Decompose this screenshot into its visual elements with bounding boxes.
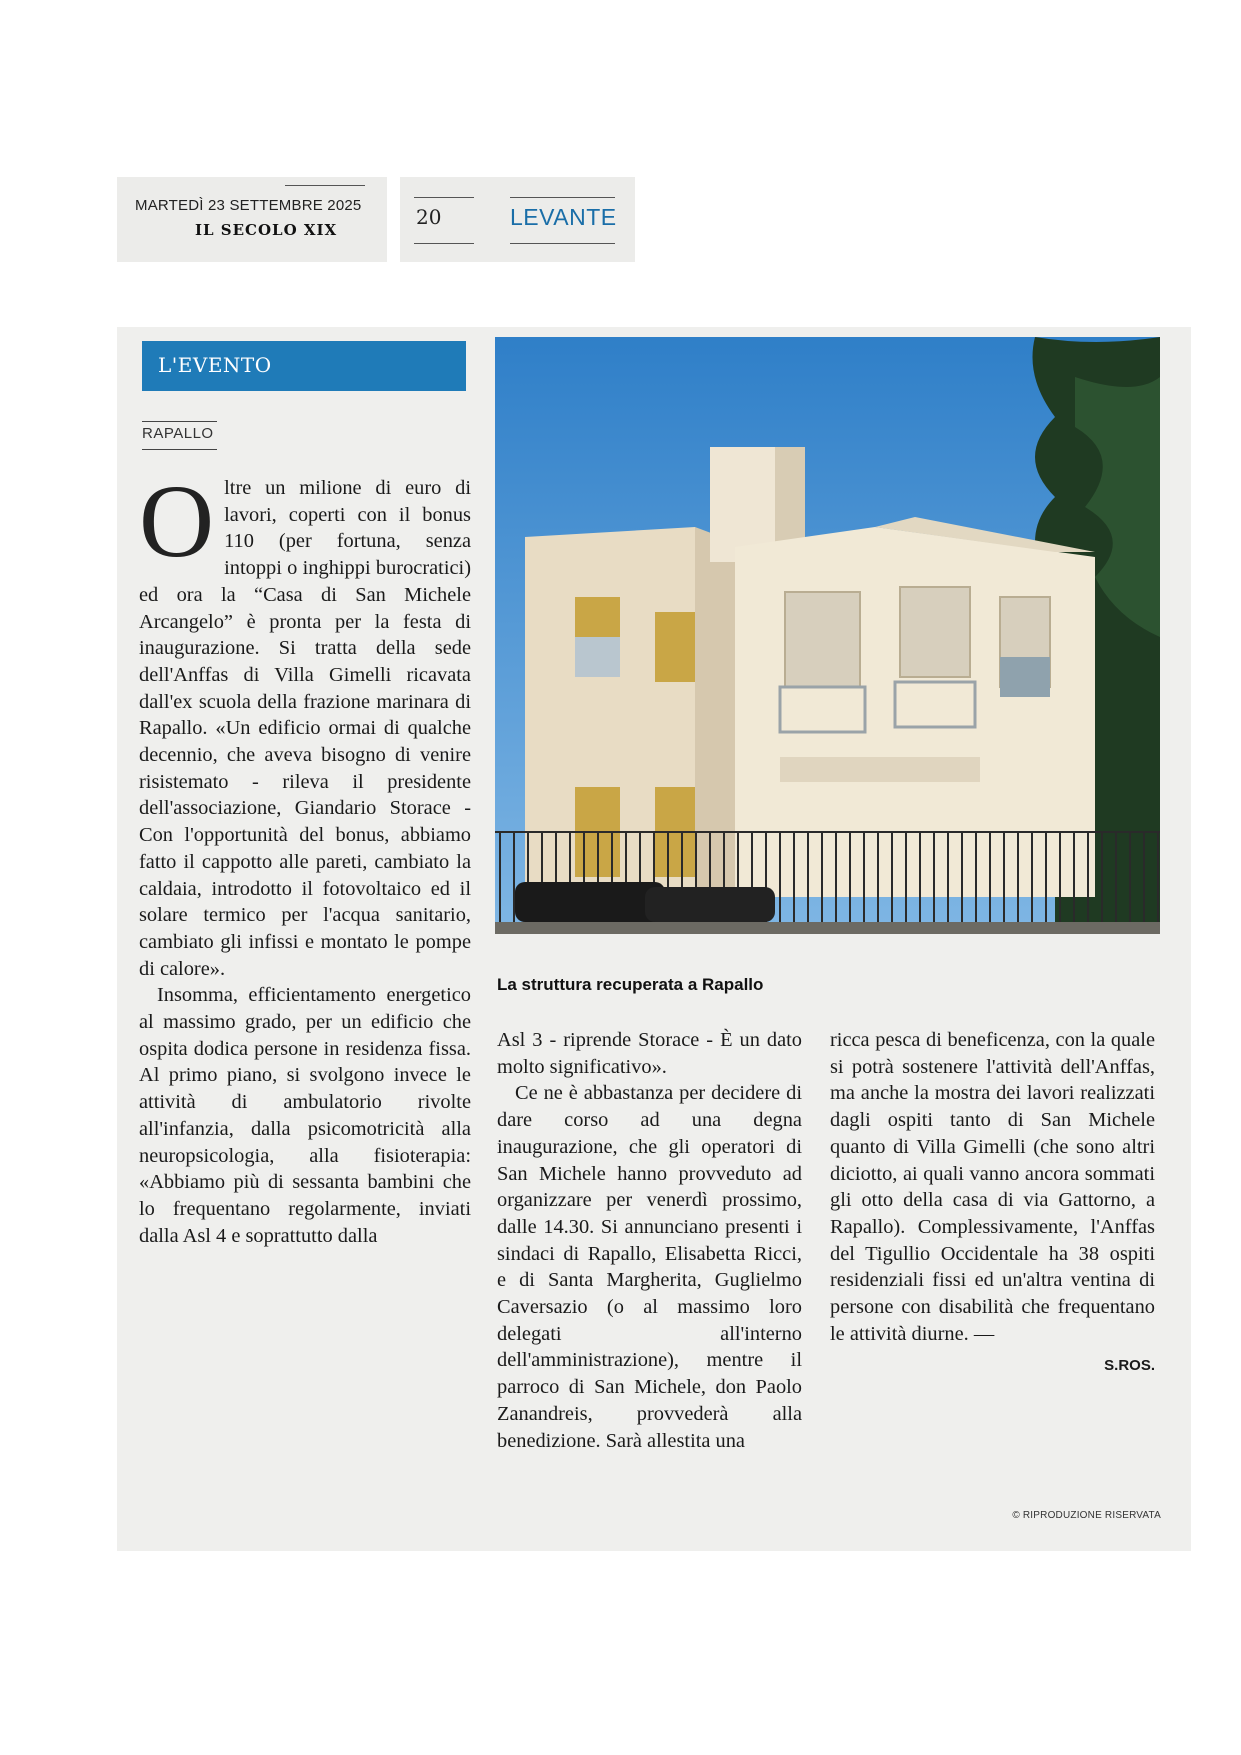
newspaper-name: IL SECOLO XIX <box>195 221 338 239</box>
page-number: 20 <box>416 205 442 229</box>
header-date: MARTEDÌ 23 SETTEMBRE 2025 <box>135 197 362 214</box>
article-column-1 <box>139 464 471 1249</box>
paragraph: Ce ne è abbastanza per decidere di dare corso ad una degna inaugurazione, che gli operatori di San Michele hanno provveduto ad organizzare per venerdì prossimo, dalle 14.30. Si annunciano presenti i sindaci di Rapallo, Elisabetta Ricci, e di Santa Margherita, Guglielmo Caversazio (o al massimo loro delegati all'interno dell'amministrazione), mentre il parroco di San Michele, don Paolo Zanandreis, provvederà alla benedizione. Sarà allestita una <box>497 1082 802 1452</box>
header-left-box <box>117 177 387 262</box>
header-rule <box>414 197 474 198</box>
header-rule <box>414 243 474 244</box>
dateline: RAPALLO <box>142 425 214 442</box>
paragraph: ltre un milione di euro di lavori, coperti con il bonus 110 (per fortuna, senza intoppi o inghippi burocratici) ed ora la “Casa di San Michele Arcangelo” è pronta per la festa di inaugurazione. Si tratta della sede dell'Anffas di Villa Gimelli ricavata dall'ex scuola della frazione marinara di Rapallo. «Un edificio ormai di qualche decennio, che aveva bisogno di venire risistemato - rileva il presidente dell'associazione, Giandario Storace - Con l'opportunità del bonus, abbiamo fatto il cappotto alle pareti, cambiato la caldaia, introdotto il fotovoltaico ed il solare termico per l'acqua sanitario, cambiato gli infissi e montato le pompe di calore». <box>139 477 471 980</box>
article-column-3 <box>830 1027 1155 1380</box>
article-column-2 <box>497 1027 802 1454</box>
author-signature: S.ROS. <box>1104 1357 1155 1375</box>
photo-caption: La struttura recuperata a Rapallo <box>497 975 764 994</box>
dateline-rule <box>142 449 217 450</box>
header-rule <box>510 243 615 244</box>
paragraph: ricca pesca di beneficenza, con la quale si potrà sostenere l'attività dell'Anffas, ma anche la mostra dei lavori realizzati dagli ospiti tanto di San Michele quanto di Villa Gimelli (che sono altri diciotto, ai quali vanno ancora sommati gli otto della casa di via Gattorno, a Rapallo). Complessivamente, l'Anffas del Tigullio Occidentale ha 38 ospiti residenziali fissi ed un'altra ventina di persone con disabilità che frequentano le attività diurne. — <box>830 1029 1155 1345</box>
header-rule <box>285 185 365 186</box>
paragraph: Asl 3 - riprende Storace - È un dato molto significativo». <box>497 1029 802 1078</box>
kicker-bar <box>142 341 466 391</box>
article <box>117 327 1191 1551</box>
copyright-notice: © RIPRODUZIONE RISERVATA <box>1012 1510 1161 1521</box>
kicker: L'EVENTO <box>158 353 272 377</box>
header-right-box <box>400 177 635 262</box>
dateline-rule <box>142 421 217 422</box>
section-name: LEVANTE <box>510 204 617 230</box>
drop-cap: O <box>139 464 215 579</box>
building-photo <box>495 337 1160 934</box>
paragraph: Insomma, efficientamento energetico al massimo grado, per un edificio che ospita dodica persone in residenza fissa. Al primo piano, si svolgono invece le attività di ambulatorio rivolte all'infanzia, dalla psicomotricità alla neuropsicologia, alla fisioterapia: «Abbiamo più di sessanta bambini che lo frequentano regolarmente, inviati dalla Asl 4 e soprattutto dalla <box>139 984 471 1247</box>
header-rule <box>510 197 615 198</box>
